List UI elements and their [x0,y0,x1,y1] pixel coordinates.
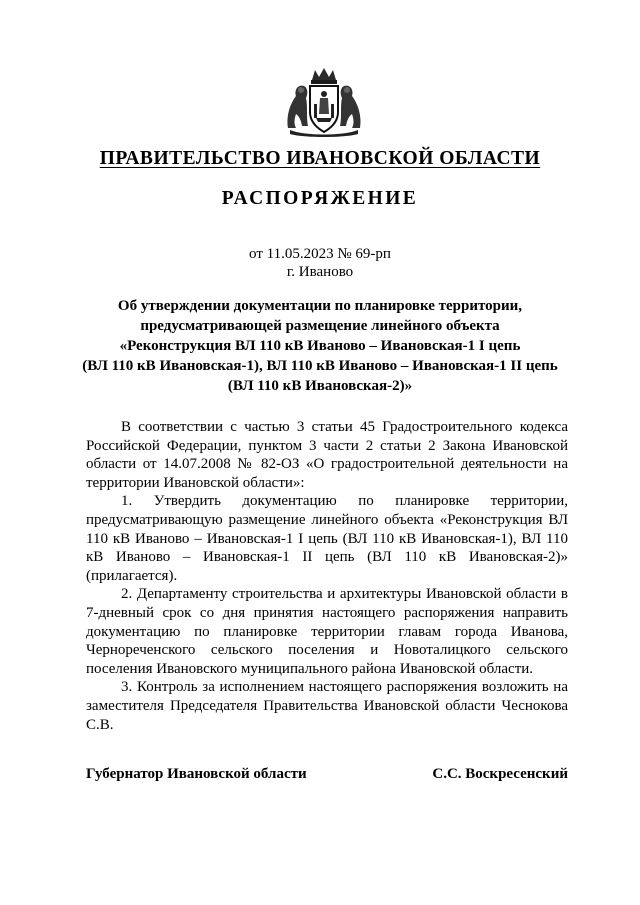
document-subject [0,296,640,396]
subject-line: (ВЛ 110 кВ Ивановская-1), ВЛ 110 кВ Иваново – Ивановская-1 II цепь [82,358,558,374]
clause-paragraph-2: 2. Департаменту строительства и архитектуры Ивановской области в 7-дневный срок со дня принятия настоящего распоряжения направить документацию по планировке территории главам города Иванова, Чернореченского сельского поселения и Новоталицкого сельского поселения Ивановского муниципального района Ивановской области. [86,586,568,677]
subject-line: предусматривающей размещение линейного объекта [140,318,500,334]
signatory-position: Губернатор Ивановской области [86,766,307,782]
document-date-number: от 11.05.2023 № 69-рп [249,246,391,262]
subject-line: (ВЛ 110 кВ Ивановская-2)» [227,378,413,394]
document-city: г. Иваново [286,264,354,280]
signatory-name: С.С. Воскресенский [432,766,568,782]
subject-line: «Реконструкция ВЛ 110 кВ Иваново – Ивановская-1 I цепь [119,338,521,354]
document-type-heading: РАСПОРЯЖЕНИЕ [221,188,419,209]
document-body [86,418,568,734]
ivanovo-coat-of-arms-icon [284,66,364,138]
preamble-paragraph: В соответствии с частью 3 статьи 45 Градостроительного кодекса Российской Федерации, пунктом 3 части 2 статьи 2 Закона Ивановской области от 14.07.2008 № 82-ОЗ «О градостроительной деятельности на территории Ивановской области»: [86,419,568,491]
subject-line: Об утверждении документации по планировке территории, [117,298,523,314]
clause-paragraph-3: 3. Контроль за исполнением настоящего распоряжения возложить на заместителя Председателя Правительства Ивановской области Чеснокова С.В. [86,679,568,733]
clause-paragraph-1: 1. Утвердить документацию по планировке территории, предусматривающую размещение линейного объекта «Реконструкция ВЛ 110 кВ Иваново – Ивановская-1 I цепь (ВЛ 110 кВ Ивановская-1), ВЛ 110 кВ Иваново – Ивановская-1 II цепь (ВЛ 110 кВ Ивановская-2)» (прилагается). [86,493,568,584]
organization-title: ПРАВИТЕЛЬСТВО ИВАНОВСКОЙ ОБЛАСТИ [99,148,541,169]
